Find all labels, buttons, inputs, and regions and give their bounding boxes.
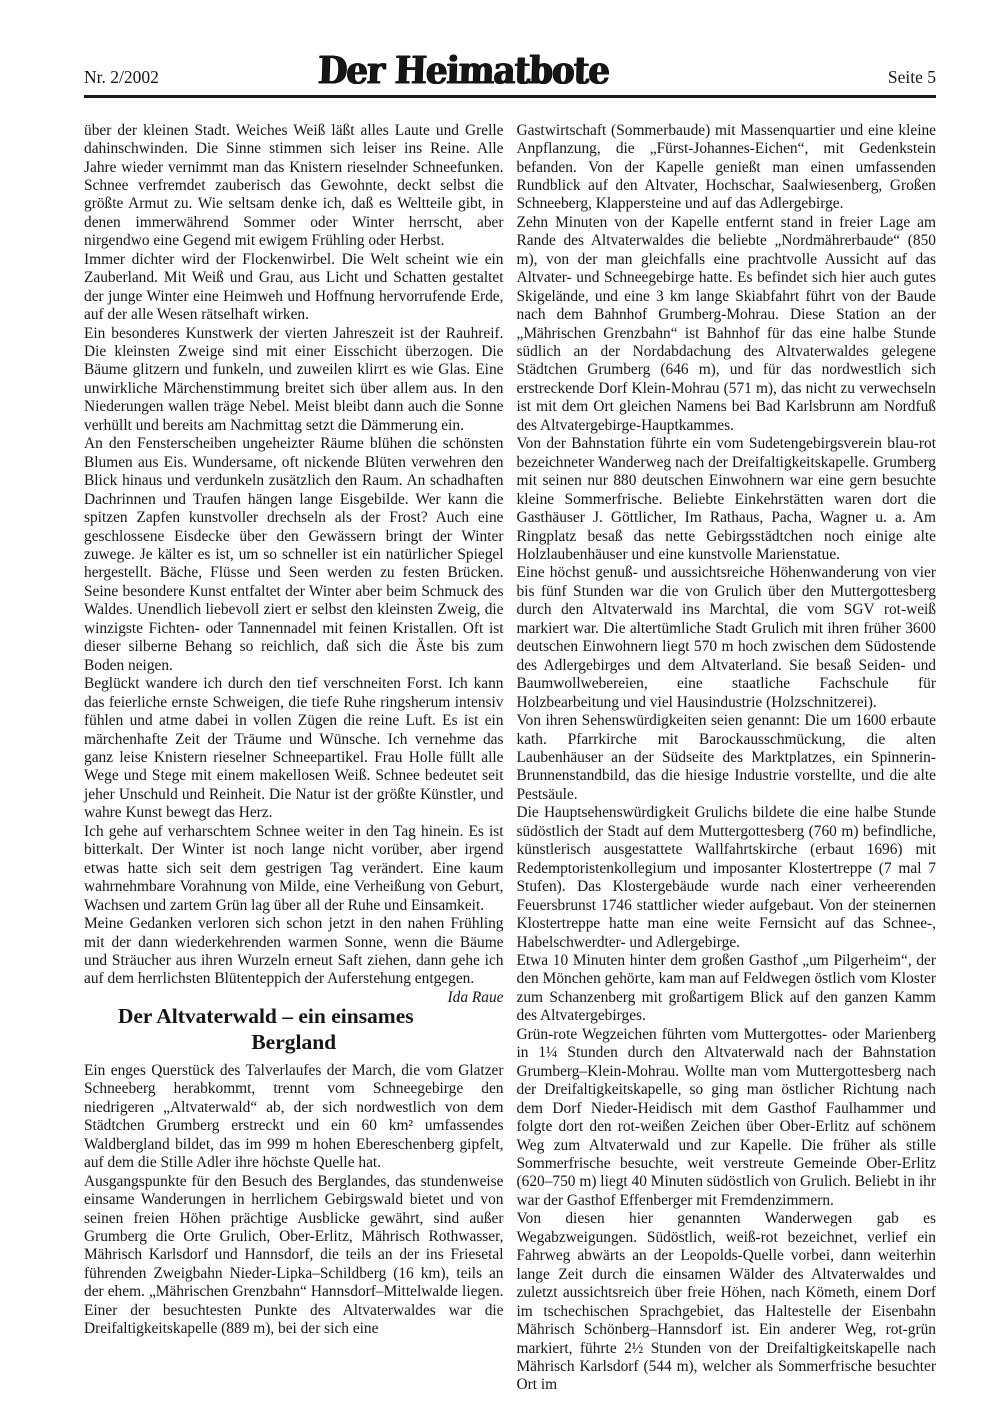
- article-paragraph: Immer dichter wird der Flockenwirbel. Die Welt scheint wie ein Zauberland. Mit Weiß und Grau, aus Licht und Schatten gestaltet der junge Winter eine Heimweh und Hoffnung hervorrufende Erde, auf der alle Wesen rätselhaft wirken.: [84, 250, 504, 324]
- author-byline: Ida Raue: [447, 988, 504, 1006]
- masthead-title: Der Heimatbote: [317, 48, 610, 94]
- article-paragraph: Von der Bahnstation führte ein vom Sudetengebirgsverein blau-rot bezeichneter Wanderweg nach der Dreifaltigkeitskapelle. Grumberg mit seinen nur 880 deutschen Einwohnern war eine gern besuchte kleine Sommerfrische. Beliebte Einkehrstätten waren dort die Gasthäuser J. Göttlicher, Im Rathaus, Pacha, Wagner u. a. Am Ringplatz besaß das nette Gebirgsstädtchen noch einige alte Holzlaubenhäuser und eine kunstvolle Marienstatue.: [516, 435, 936, 564]
- article-paragraph: Zehn Minuten von der Kapelle entfernt stand in freier Lage am Rande des Altvaterwaldes die beliebte „Nordmährerbaude“ (850 m), von der man gleichfalls eine prachtvolle Aussicht auf das Altvater- und Schneegebirge hatte. Es befindet sich hier auch gutes Skigelände, und eine 3 km lange Skiabfahrt führt von der Baude nach dem Bahnhof Grumberg-Mohrau. Diese Station an der „Mährischen Grenzbahn“ ist Bahnhof für das eine halbe Stunde südlich an der Nordabdachung des Altvaterwaldes gelegene Städtchen Grumberg (646 m), und für das nordwestlich sich erstreckende Dorf Klein-Mohrau (571 m), das nicht zu verwechseln ist mit dem Ort gleichen Namens bei Bad Karlsbrunn am Nordfuß des Altvatergebirge-Hauptkammes.: [516, 213, 936, 434]
- page-number: Seite 5: [887, 67, 936, 88]
- issue-number: Nr. 2/2002: [84, 67, 159, 88]
- article-paragraph: Von diesen hier genannten Wanderwegen gab es Wegabzweigungen. Südöstlich, weiß-rot bezeichnet, verlief ein Fahrweg abwärts an der Leopolds-Quelle vorbei, dann weiterhin lange Zeit durch die einsamen Wälder des Altvaterwaldes und zuletzt aussichtsreich über freie Höhen, nach Kömeth, einem Dorf im tschechischen Sprachgebiet, das Haltestelle der Eisenbahn Mährisch Schönberg–Hannsdorf ist. Ein anderer Weg, rot-grün markiert, führte 2½ Stunden von der Dreifaltigkeitskapelle nach Mährisch Karlsdorf (544 m), welcher als Sommerfrische besuchter Ort im: [516, 1210, 936, 1394]
- article-paragraph: Die Hauptsehenswürdigkeit Grulichs bildete die eine halbe Stunde südöstlich der Stadt auf dem Muttergottesberg (760 m) befindliche, künstlerisch ausgestattete Wallfahrtskirche (erbaut 1696) mit Redemptoristenkollegium und imposanter Klostertreppe (7 mal 7 Stufen). Das Klostergebäude wurde nach einer verheerenden Feuersbrunst 1746 stattlicher wieder aufgebaut. Von der steinernen Klostertreppe hatte man eine weite Fernsicht auf das Schnee-, Habelschwerdter- und Adlergebirge.: [516, 804, 936, 951]
- article-columns: [84, 122, 936, 1395]
- article-paragraph: Eine höchst genuß- und aussichtsreiche Höhenwanderung von vier bis fünf Stunden war die von Grulich über den Muttergottesberg durch den Altvaterwald ins Marchtal, die vom SGV rot-weiß markiert war. Die altertümliche Stadt Grulich mit ihren früher 3600 deutschen Einwohnern liegt 570 m hoch zwischen dem Südostende des Adlergebirges und dem Altvaterland. Sie besaß Seiden- und Baumwollwebereien, eine staatliche Fachschule für Holzbearbeitung und viel Hausindustrie (Holzschnitzerei).: [516, 564, 936, 711]
- left-column: [84, 122, 504, 1395]
- paragraph-text: Meine Gedanken verloren sich schon jetzt in den nahen Frühling mit der dann wiederkehrenden warmen Sonne, wenn die Bäume und Sträucher aus ihren Wurzeln erneut Saft ziehen, dann gehe ich auf dem herrlichsten Blütenteppich der Auferstehung entgegen.: [84, 915, 504, 988]
- article-paragraph: Beglückt wandere ich durch den tief verschneiten Forst. Ich kann das feierliche ernste Schweigen, die tiefe Ruhe ringsherum intensiv fühlen und atme dabei in vollen Zügen die reine Luft. Es ist ein märchenhafte Zeit der Träume und Wünsche. Ich vernehme das ganz leise Knistern rieselner Schneepartikel. Frau Holle füllt alle Wege und Stege mit einem makellosen Weiß. Schnee bedeutet seit jeher Unschuld und Reinheit. Die Natur ist der größte Künstler, und wahre Kunst bewegt das Herz.: [84, 675, 504, 822]
- right-column: [517, 122, 937, 1395]
- article-paragraph: Ein besonderes Kunstwerk der vierten Jahreszeit ist der Rauhreif. Die kleinsten Zweige sind mit einer Eisschicht überzogen. Die Bäume glitzern und funkeln, und zuweilen klirrt es wie Glas. Eine unwirkliche Märchenstimmung breitet sich über allem aus. In den Niederungen wallen träge Nebel. Meist bleibt dann auch die Sonne verhüllt und bereits am Nachmittag setzt die Dämmerung ein.: [84, 324, 504, 434]
- article-paragraph: Ausgangspunkte für den Besuch des Berglandes, das stundenweise einsame Wanderungen in herrlichem Gebirgswald bietet und von seinen freien Höhen prächtige Ausblicke gewährt, sind außer Grumberg die Orte Grulich, Ober-Erlitz, Mährisch Rothwasser, Mährisch Karlsdorf und Hannsdorf, die teils an der ins Friesetal führenden Zweigbahn Nieder-Lipka–Schildberg (16 km), teils an der ehem. „Mährischen Grenzbahn“ Hannsdorf–Mittelwalde liegen. Einer der besuchtesten Punkte des Altvaterwaldes war die Dreifaltigkeitskapelle (889 m), bei der sich eine: [84, 1172, 504, 1338]
- article-paragraph: Gastwirtschaft (Sommerbaude) mit Massenquartier und eine kleine Anpflanzung, die „Fürst-Johannes-Eichen“, mit Gedenkstein befanden. Von der Kapelle genießt man einen umfassenden Rundblick auf den Altvater, Hochschar, Saalwiesenberg, Großen Schneeberg, Klappersteine und auf das Adlergebirge.: [516, 121, 936, 213]
- article-title: Der Altvaterwald – ein einsames Bergland: [117, 1003, 414, 1054]
- article-paragraph-with-byline: [84, 915, 504, 1006]
- article-paragraph: Etwa 10 Minuten hinter dem großen Gasthof „um Pilgerheim“, der den Mönchen gehörte, kam man auf Feldwegen östlich vom Kloster zum Schanzenberg mit großartigem Blick auf den ganzen Kamm des Altvatergebirges.: [516, 951, 936, 1025]
- article-paragraph: Grün-rote Wegzeichen führten vom Muttergottes- oder Marienberg in 1¼ Stunden durch den Altvaterwald nach der Bahnstation Grumberg–Klein-Mohrau. Wollte man vom Muttergottesberg nach der Dreifaltigkeitskapelle, so ging man östlicher Richtung nach dem Dorf Nieder-Heidisch mit dem Gasthof Faulhammer und folgte dort den rot-weißen Zeichen über Ober-Erlitz auf schönem Weg zum Altvaterwald und zur Kapelle. Die früher als stille Sommerfrische besuchte, weit verstreute Gemeinde Ober-Erlitz (620–750 m) liegt 40 Minuten südöstlich von Grulich. Beliebt in ihr war der Gasthof Effenberger mit Fremdenzimmern.: [516, 1025, 936, 1209]
- article-paragraph: An den Fensterscheiben ungeheizter Räume blühen die schönsten Blumen aus Eis. Wundersame, oft nickende Blüten verwehren den Blick hinaus und verdunkeln zusätzlich den Raum. An schadhaften Dachrinnen und Traufen hängen lange Eisgebilde. Wer kann die spitzen Zapfen kunstvoller drechseln als der Frost? Auch eine geschlossene Eisdecke über den Gewässern bringt der Winter zuwege. Je kälter es ist, um so schneller ist ein natürlicher Spiegel hergestellt. Bäche, Flüsse und Seen werden zu festen Brücken. Seine besondere Kunst entfaltet der Winter aber beim Schmuck des Waldes. Unendlich liebevoll ziert er selbst den kleinsten Zweig, die winzigste Fichten- oder Tannennadel mit feinen Kristallen. Oft ist dieser silberne Behang so reichlich, daß sich die Äste bis zum Boden neigen.: [84, 435, 504, 674]
- article-paragraph: Ein enges Querstück des Talverlaufes der March, die vom Glatzer Schneeberg herabkommt, trennt vom Schneegebirge den niedrigeren „Altvaterwald“ ab, der sich nordwestlich von dem Städtchen Grumberg erstreckt und ein 60 km² umfassendes Waldbergland bildet, das im 999 m hohen Ebereschenberg gipfelt, auf dem die Stille Adler ihre höchste Quelle hat.: [84, 1061, 504, 1172]
- page-header: [84, 48, 936, 98]
- article-paragraph: über der kleinen Stadt. Weiches Weiß läßt alles Laute und Grelle dahinschwinden. Die Sinne stimmen sich leiser ins Reine. Alle Jahre wieder vernimmt man das Knistern rieselnder Schneefunken. Schnee verfremdet zauberisch das Gewohnte, deckt selbst die größte Armut zu. Wie seltsam denke ich, daß es Weltteile gibt, in denen immerwährend Sommer oder Winter herrscht, aber nirgendwo eine Gegend mit ewigem Frühling oder Herbst.: [84, 121, 504, 250]
- article-paragraph: Von ihren Sehenswürdigkeiten seien genannt: Die um 1600 erbaute kath. Pfarrkirche mit Barockausschmückung, die alten Laubenhäuser an der Südseite des Marktplatzes, ein Spinnerin-Brunnenstandbild, das die hiesige Industrie vorstellte, und die alte Pestsäule.: [516, 712, 936, 803]
- article-paragraph: Ich gehe auf verharschtem Schnee weiter in den Tag hinein. Es ist bitterkalt. Der Winter ist noch lange nicht vorüber, aber irgend etwas hatte sich seit dem gestrigen Tag verändert. Eine kaum wahrnehmbare Vorahnung von Milde, eine Verheißung von Geburt, Wachsen und zartem Grün lag über all der Ruhe und Einsamkeit.: [84, 822, 504, 914]
